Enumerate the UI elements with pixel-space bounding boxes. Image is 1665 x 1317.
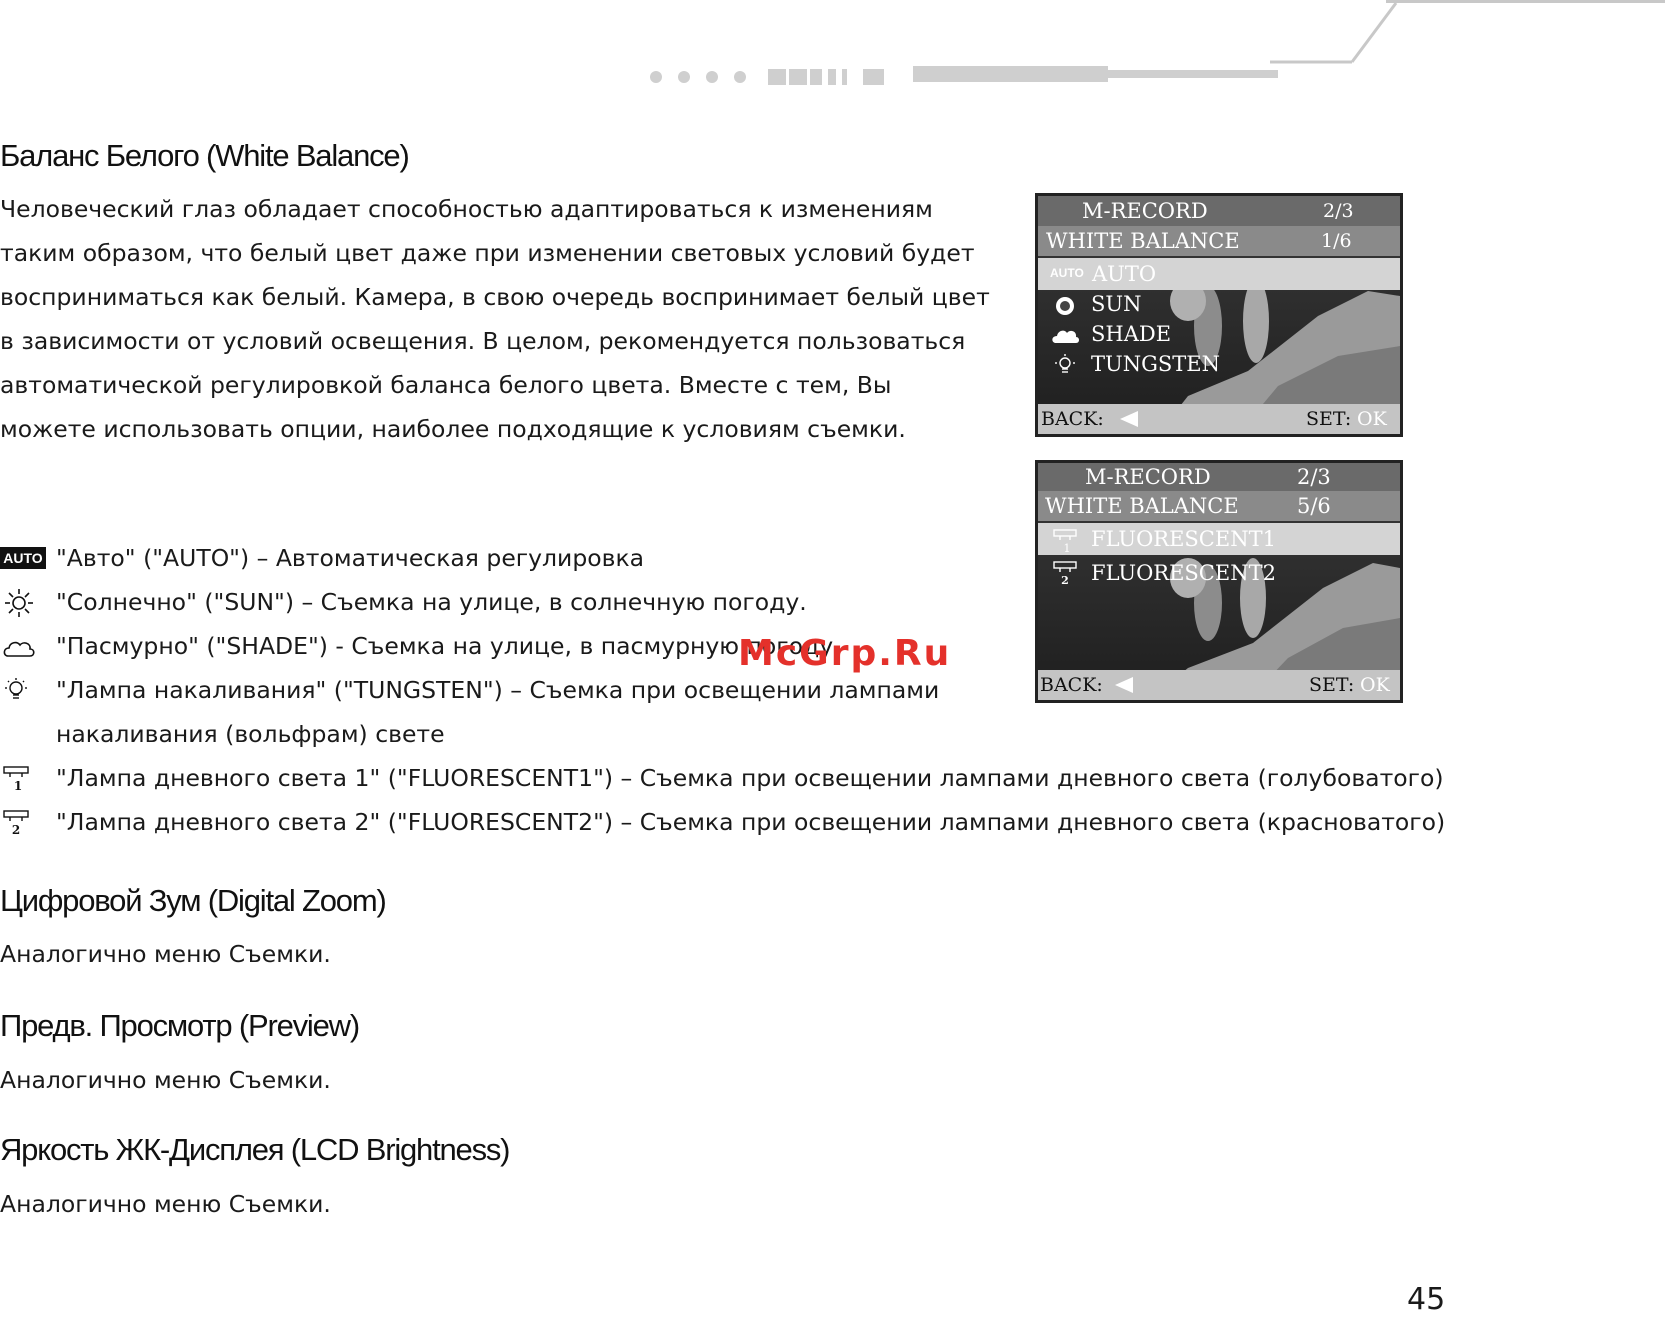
lcd2-fluorescent2-icon bbox=[1052, 560, 1080, 586]
auto-icon bbox=[0, 547, 46, 569]
option-tungsten: "Лампа накаливания" ("TUNGSTEN") – Съемка при освещении лампами bbox=[56, 676, 940, 704]
option-tungsten-cont: накаливания (вольфрам) свете bbox=[56, 720, 445, 748]
lcd1-item-label: SUN bbox=[1091, 292, 1142, 316]
lcd1-mode-bar bbox=[1038, 196, 1400, 226]
lcd1-cloud-icon bbox=[1051, 327, 1079, 345]
lcd1-back-label: BACK: bbox=[1041, 408, 1104, 430]
watermark: McGrp.Ru bbox=[738, 633, 952, 674]
lcd1-item-sun[interactable] bbox=[1038, 290, 1400, 320]
lamp-icon bbox=[2, 677, 32, 707]
header-diagonal-svg bbox=[1270, 0, 1410, 70]
lcd2-mode-bar bbox=[1038, 463, 1400, 491]
header-decoration bbox=[0, 0, 1665, 100]
lcd2-back-arrow-icon[interactable] bbox=[1113, 676, 1135, 694]
header-block bbox=[863, 69, 884, 85]
header-block bbox=[828, 69, 836, 85]
svg-text:2: 2 bbox=[1061, 574, 1069, 586]
option-fluorescent2: "Лампа дневного света 2" ("FLUORESCENT2") – Съемка при освещении лампами дневного света (красноватого) bbox=[56, 808, 1446, 836]
lcd1-item-label: AUTO bbox=[1092, 262, 1157, 286]
lcd1-item-shade[interactable] bbox=[1038, 320, 1400, 350]
lcd1-lamp-icon bbox=[1052, 353, 1078, 379]
lcd2-item-fluorescent2[interactable] bbox=[1038, 557, 1400, 589]
lcd1-item-label: SHADE bbox=[1091, 322, 1172, 346]
header-bar-thin bbox=[1108, 70, 1278, 78]
lcd2-menu-page: 5/6 bbox=[1297, 494, 1331, 518]
lcd1-menu-page: 1/6 bbox=[1321, 230, 1352, 252]
lcd2-menu-title: WHITE BALANCE bbox=[1045, 494, 1239, 518]
lcd1-auto-icon: AUTO bbox=[1050, 266, 1084, 280]
section-title-white-balance: Баланс Белого (White Balance) bbox=[0, 138, 409, 173]
option-auto: "Авто" ("AUTO") – Автоматическая регулировка bbox=[56, 544, 645, 572]
header-block bbox=[810, 69, 822, 85]
header-block bbox=[789, 69, 807, 85]
lcd-brightness-text: Аналогично меню Съемки. bbox=[0, 1190, 331, 1218]
header-dot bbox=[678, 71, 690, 83]
option-shade: "Пасмурно" ("SHADE") - Съемка на улице, в пасмурную погоду bbox=[56, 632, 834, 660]
lcd1-sun-icon bbox=[1052, 295, 1078, 317]
header-diagonal-line bbox=[1386, 0, 1665, 3]
cloud-icon bbox=[2, 637, 36, 659]
header-dot bbox=[706, 71, 718, 83]
lcd1-set-label: SET: bbox=[1306, 408, 1352, 430]
lcd2-back-label: BACK: bbox=[1040, 674, 1103, 696]
digital-zoom-text: Аналогично меню Съемки. bbox=[0, 940, 331, 968]
lcd1-footer bbox=[1038, 404, 1400, 434]
section-title-lcd-brightness: Яркость ЖК-Дисплея (LCD Brightness) bbox=[0, 1132, 510, 1167]
lcd2-footer bbox=[1038, 670, 1400, 700]
lcd-screen-1 bbox=[1035, 193, 1403, 437]
section-title-preview: Предв. Просмотр (Preview) bbox=[0, 1008, 359, 1043]
page-number: 45 bbox=[1407, 1282, 1446, 1317]
lcd1-menu-title: WHITE BALANCE bbox=[1046, 229, 1240, 253]
preview-text: Аналогично меню Съемки. bbox=[0, 1066, 331, 1094]
white-balance-intro: Человеческий глаз обладает способностью адаптироваться к изменениям таким образом, что белый цвет даже при изменении световых условий будет восприниматься как белый. Камера, в свою очередь воспринимает белый цвет в зависимости от условий освещения. В целом, рекомендуется пользоваться автоматической регулировкой баланса белого цвета. Вместе с тем, Вы можете использовать опции, наиболее подходящие к условиям съемки. bbox=[0, 195, 990, 443]
svg-text:1: 1 bbox=[13, 779, 23, 791]
lcd-screen-2 bbox=[1035, 460, 1403, 703]
fluorescent2-icon bbox=[2, 809, 32, 835]
lcd1-back-arrow-icon[interactable] bbox=[1118, 410, 1140, 428]
svg-text:AUTO: AUTO bbox=[3, 550, 43, 566]
lcd2-item-label: FLUORESCENT2 bbox=[1091, 561, 1276, 585]
section-title-digital-zoom: Цифровой Зум (Digital Zoom) bbox=[0, 883, 386, 918]
fluorescent1-icon bbox=[2, 765, 32, 791]
lcd1-item-tungsten[interactable] bbox=[1038, 350, 1400, 380]
svg-text:1: 1 bbox=[1063, 542, 1071, 554]
header-block bbox=[842, 69, 847, 85]
lcd2-mode: M-RECORD bbox=[1085, 465, 1211, 489]
lcd2-fluorescent1-icon bbox=[1052, 528, 1080, 554]
lcd2-item-label: FLUORESCENT1 bbox=[1091, 527, 1276, 551]
lcd2-ok-label[interactable]: OK bbox=[1360, 674, 1390, 696]
sun-icon bbox=[2, 588, 36, 618]
header-bar bbox=[913, 66, 1108, 82]
option-sun: "Солнечно" ("SUN") – Съемка на улице, в солнечную погоду. bbox=[56, 588, 807, 616]
lcd1-item-auto[interactable] bbox=[1038, 258, 1400, 290]
lcd1-mode: M-RECORD bbox=[1082, 199, 1208, 223]
lcd1-menu-bar bbox=[1038, 226, 1400, 256]
lcd2-item-fluorescent1[interactable] bbox=[1038, 523, 1400, 555]
lcd1-mode-page: 2/3 bbox=[1323, 200, 1354, 222]
header-dot bbox=[650, 71, 662, 83]
header-block bbox=[768, 69, 786, 85]
svg-text:2: 2 bbox=[11, 823, 21, 835]
lcd2-menu-bar bbox=[1038, 491, 1400, 521]
header-dot bbox=[734, 71, 746, 83]
option-fluorescent1: "Лампа дневного света 1" ("FLUORESCENT1") – Съемка при освещении лампами дневного света (голубоватого) bbox=[56, 764, 1444, 792]
lcd1-ok-label[interactable]: OK bbox=[1357, 408, 1387, 430]
lcd2-mode-page: 2/3 bbox=[1297, 465, 1331, 489]
lcd1-item-label: TUNGSTEN bbox=[1091, 352, 1220, 376]
lcd2-set-label: SET: bbox=[1309, 674, 1355, 696]
